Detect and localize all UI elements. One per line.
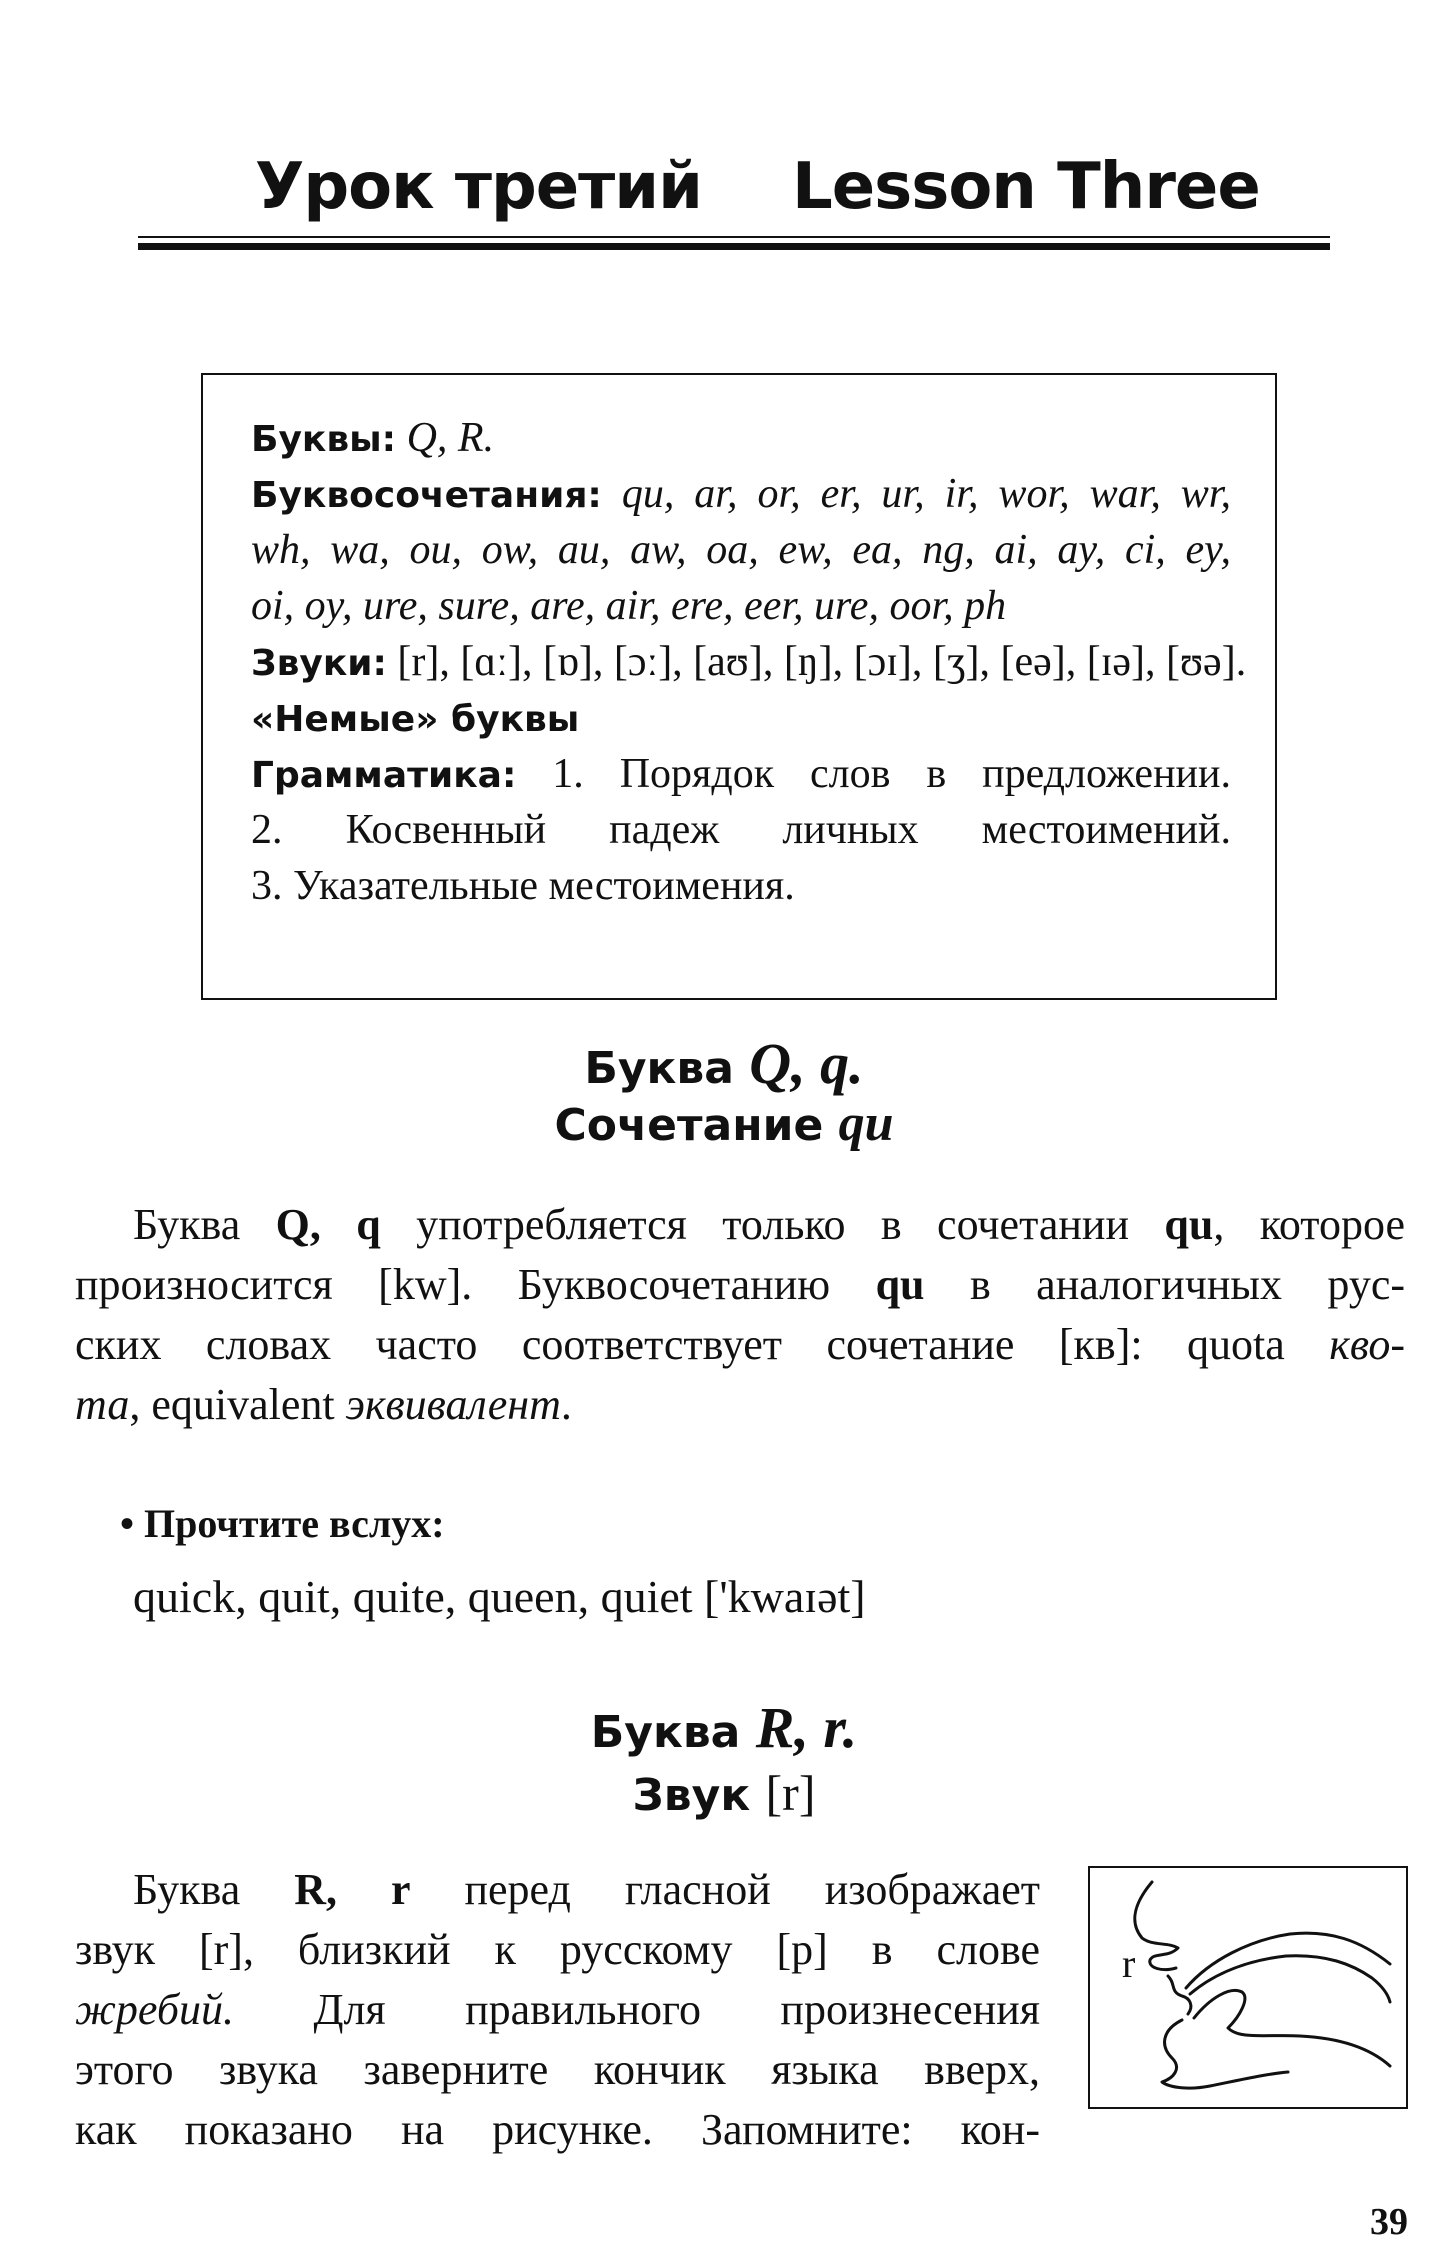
lips-outline [1168, 1976, 1191, 2014]
section-q-paragraph-line-1: Буква Q, q употребляется только в сочетании qu, которое [133, 1200, 1406, 1249]
summary-combos-line-2: wh, wa, ou, ow, au, aw, oa, ew, ea, ng, ai, ay, ci, ey, [251, 527, 1231, 573]
section-r-paragraph-line-3: жребий. Для правильного произнесения [75, 1985, 1040, 2034]
section-r-paragraph-line-1: Буква R, r перед гласной изображает [133, 1865, 1040, 1914]
chin-outline [1162, 2020, 1288, 2088]
section-q-paragraph-line-2: произносится [kw]. Буквосочетанию qu в аналогичных рус- [75, 1260, 1405, 1309]
title-en: Lesson Three [791, 150, 1260, 224]
page-number: 39 [1370, 2201, 1408, 2243]
title-rule-thick [138, 243, 1330, 250]
summary-combos-line-1: Буквосочетания: qu, ar, or, er, ur, ir, wor, war, wr, [251, 471, 1231, 517]
summary-silent-letters: «Немые» буквы [251, 699, 580, 740]
title-rule-thin [138, 236, 1330, 238]
nose-outline [1135, 1882, 1178, 1970]
mouth-profile-illustration [1090, 1868, 1410, 2111]
section-r-subheading: Звук [r] [632, 1765, 816, 1821]
summary-letters: Буквы: Q, R. [251, 415, 495, 461]
summary-grammar-item-2: 2. Косвенный падеж личных местоимений. [251, 807, 1231, 853]
section-q-subheading: Сочетание qu [554, 1095, 894, 1152]
section-r-paragraph-line-4: этого звука заверните кончик языка вверх, [75, 2045, 1040, 2094]
section-r-paragraph-line-5: как показано на рисунке. Запомните: кон- [75, 2105, 1040, 2154]
section-r-paragraph-line-2: звук [r], близкий к русскому [р] в слове [75, 1925, 1040, 1974]
heading-letters-q: Q, q. [749, 1031, 864, 1096]
articulation-figure [1088, 1866, 1408, 2109]
figure-label-r: r [1122, 1941, 1136, 1986]
page-title [255, 150, 1260, 224]
exercise-label: • Прочтите вслух: [120, 1501, 445, 1546]
palate-outline [1186, 1933, 1390, 1988]
tongue-outline [1194, 1990, 1390, 2066]
summary-grammar-item-3: 3. Указательные местоимения. [251, 863, 795, 909]
summary-combos-line-3: oi, oy, ure, sure, are, air, ere, eer, ure, oor, ph [251, 583, 1007, 629]
section-q-paragraph-line-3: ских словах часто соответствует сочетание [кв]: quota кво- [75, 1320, 1405, 1369]
title-ru: Урок третий [255, 150, 702, 224]
summary-sounds: Звуки: [r], [ɑː], [ɒ], [ɔː], [aʊ], [ŋ], [ɔɪ], [ʒ], [eə], [ɪə], [ʊə]. [251, 639, 1247, 685]
summary-grammar: Грамматика: 1. Порядок слов в предложении. [251, 751, 1232, 797]
section-r-heading: Буква R, r. [590, 1695, 858, 1760]
example-words: quick, quit, quite, queen, quiet ['kwaɪət] [133, 1571, 866, 1622]
heading-letters-r: R, r. [755, 1695, 858, 1760]
section-q-heading: Буква Q, q. [584, 1031, 864, 1096]
section-q-paragraph-line-4: та, equivalent эквивалент. [75, 1380, 572, 1429]
